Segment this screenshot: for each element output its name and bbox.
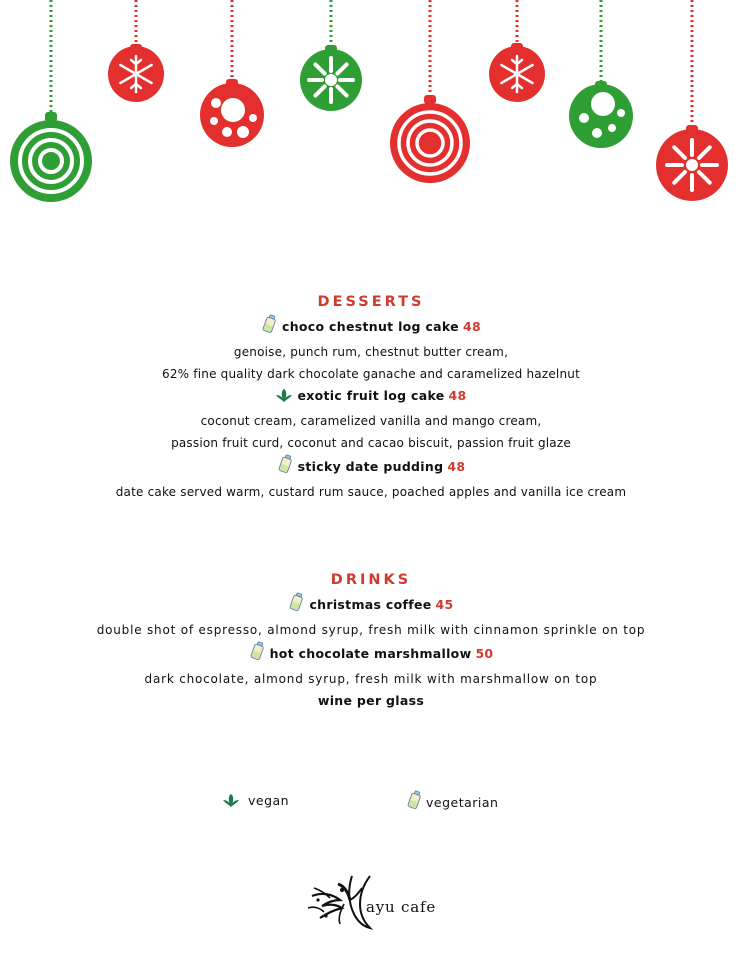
menu-item-name: christmas coffee	[309, 597, 432, 612]
legend-vegetarian-label: vegetarian	[426, 795, 499, 810]
legend-vegetarian	[406, 790, 498, 817]
menu-item-title	[0, 385, 742, 410]
menu-item-name: wine per glass	[317, 693, 425, 708]
vegetarian-bottle-icon	[277, 454, 294, 481]
kayu-cafe-logo	[304, 870, 437, 934]
vegan-leaf-icon	[222, 792, 240, 815]
ornament-green-rings	[10, 112, 92, 202]
menu-item-price: 48	[462, 319, 481, 334]
menu-item-description: date cake served warm, custard rum sauce, poached apples and vanilla ice cream	[115, 485, 627, 499]
vegetarian-bottle-icon	[261, 314, 278, 341]
menu-item-title	[0, 314, 742, 341]
menu-item-title	[0, 641, 742, 668]
menu-item-price: 45	[435, 597, 454, 612]
drinks-section	[0, 570, 742, 712]
vegetarian-bottle-icon	[249, 641, 266, 668]
menu-item-description: genoise, punch rum, chestnut butter cream,	[233, 345, 509, 359]
menu-item-title	[0, 454, 742, 481]
menu-item-name: hot chocolate marshmallow	[269, 646, 472, 661]
menu-item-description: double shot of espresso, almond syrup, fresh milk with cinnamon sprinkle on top	[96, 623, 646, 637]
ornament-red-rings	[390, 95, 470, 183]
legend-vegan	[222, 790, 289, 815]
menu-item-name: exotic fruit log cake	[297, 388, 445, 403]
ornament-green-starburst	[300, 45, 362, 111]
ornament-red-dots	[200, 79, 264, 147]
menu-item-title	[0, 690, 742, 712]
drinks-list	[0, 592, 742, 712]
drinks-title: DRINKS	[330, 572, 412, 588]
menu-item-description: coconut cream, caramelized vanilla and mango cream,	[200, 414, 542, 428]
ornament-red-snowflake-2	[489, 43, 545, 102]
desserts-title: DESSERTS	[317, 294, 425, 310]
christmas-ornaments-decoration	[0, 0, 742, 215]
ornament-red-starburst	[656, 125, 728, 201]
menu-item-price: 50	[475, 646, 494, 661]
menu-item-description: dark chocolate, almond syrup, fresh milk with marshmallow on top	[144, 672, 598, 686]
menu-item-description: 62% fine quality dark chocolate ganache and caramelized hazelnut	[162, 367, 580, 381]
vegetarian-bottle-icon	[288, 592, 305, 619]
menu-item-name: choco chestnut log cake	[282, 319, 459, 334]
desserts-list	[0, 314, 742, 503]
menu-item-title	[0, 592, 742, 619]
desserts-section	[0, 292, 742, 503]
logo-text: ayu cafe	[366, 898, 437, 916]
menu-item-price: 48	[447, 459, 466, 474]
ornament-red-snowflake	[108, 44, 164, 102]
ornament-green-dots	[569, 81, 633, 148]
vegan-leaf-icon	[275, 387, 293, 410]
dietary-legend	[0, 790, 742, 814]
vegetarian-bottle-icon	[406, 790, 423, 817]
menu-item-name: sticky date pudding	[297, 459, 444, 474]
menu-item-description: passion fruit curd, coconut and cacao biscuit, passion fruit glaze	[171, 436, 571, 450]
legend-vegan-label: vegan	[248, 793, 290, 808]
menu-item-price: 48	[448, 388, 467, 403]
